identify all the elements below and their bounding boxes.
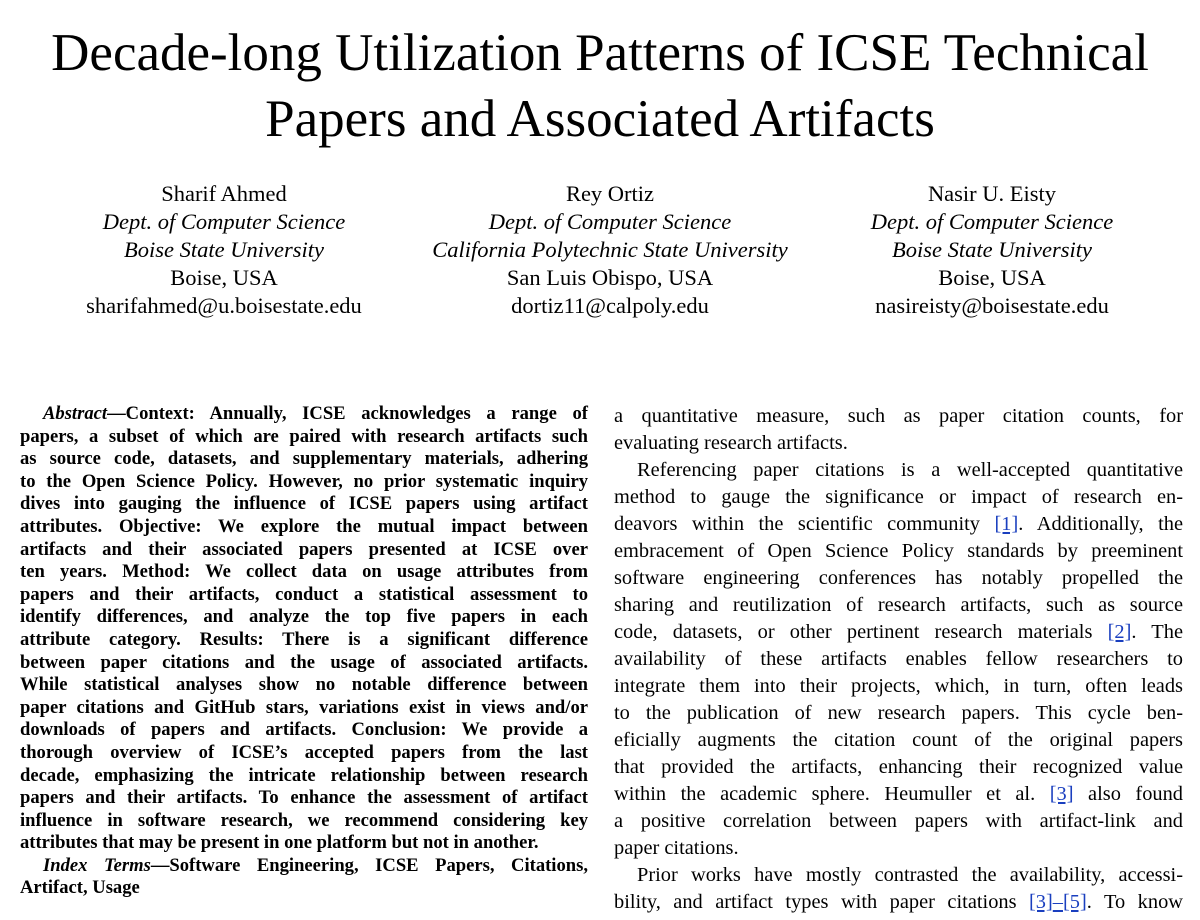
body-line: eficially augments the citation count of the original papers [614,729,1183,751]
abstract-line: paper citations and GitHub stars, variations exist in views and/or [20,696,588,718]
body-line: code, datasets, or other pertinent research materials [2]. The [614,621,1183,643]
abstract-line: While statistical analyses show no notable difference between [20,674,588,696]
author-block-3 [832,180,1152,320]
abstract [20,403,588,900]
author-block-2 [420,180,800,320]
abstract-line: to the Open Science Policy. However, no prior systematic inquiry [20,470,588,492]
author-email: sharifahmed@u.boisestate.edu [86,293,362,318]
abstract-line: papers and their artifacts. To enhance the assessment of artifact [20,787,588,809]
index-terms-label: Index Terms [43,854,151,876]
abstract-line: papers, a subset of which are paired with research artifacts such [20,425,588,447]
abstract-line: influence in software research, we recommend considering key [20,809,588,831]
author-dept: Dept. of Computer Science [488,209,732,234]
citation-link-1[interactable]: [1] [994,513,1019,535]
body-line: embracement of Open Science Policy standards by preeminent [614,540,1183,562]
author-university: Boise State University [124,237,324,262]
abstract-line: thorough overview of ICSE’s accepted papers from the last [20,741,588,763]
citation-link-2[interactable]: [2] [1107,621,1132,643]
index-terms: Index Terms—Software Engineering, ICSE Papers, Citations, [43,854,588,876]
title-line-1: Decade-long Utilization Patterns of ICSE Technical [51,24,1149,82]
author-university: California Polytechnic State University [432,237,788,262]
author-dept: Dept. of Computer Science [102,209,346,234]
body-line: method to gauge the significance or impact of research en- [614,486,1183,508]
body-line: within the academic sphere. Heumuller et al. [3] also found [614,783,1183,805]
title-line-2: Papers and Associated Artifacts [265,90,935,148]
paper-title [0,20,1200,152]
abstract-line: decade, emphasizing the intricate relationship between research [20,764,588,786]
abstract-line: attributes that may be present in one platform but not in another. [20,832,539,854]
abstract-line: dives into gauging the influence of ICSE papers using artifact [20,493,588,515]
author-email: dortiz11@calpoly.edu [511,293,709,318]
author-dept: Dept. of Computer Science [870,209,1114,234]
body-line: paper citations. [614,837,739,859]
abstract-line: Abstract—Context: Annually, ICSE acknowledges a range of [43,403,588,424]
body-line: deavors within the scientific community [1]. Additionally, the [614,513,1183,535]
abstract-line: as source code, datasets, and supplementary materials, adhering [20,448,588,470]
body-text [614,403,1183,916]
author-location: San Luis Obispo, USA [506,265,714,290]
author-block-1 [64,180,384,320]
author-university: Boise State University [892,237,1092,262]
abstract-line: between paper citations and the usage of associated artifacts. [20,651,588,673]
body-line: a quantitative measure, such as paper citation counts, for [614,405,1183,427]
abstract-line: downloads of papers and artifacts. Conclusion: We provide a [20,719,588,741]
body-line: Prior works have mostly contrasted the availability, accessi- [637,864,1183,886]
index-terms-line: Artifact, Usage [20,877,140,899]
body-line: bility, and artifact types with paper citations [3]–[5]. To know [614,891,1183,913]
abstract-label: Abstract [43,403,108,424]
citation-link-3[interactable]: [3] [1049,783,1074,805]
body-line: to the publication of new research papers. This cycle ben- [614,702,1183,724]
citation-range-dash: – [1052,891,1063,913]
author-name: Nasir U. Eisty [927,181,1057,206]
body-line: software engineering conferences has notably propelled the [614,567,1183,589]
body-line: integrate them into their projects, which, in turn, often leads [614,675,1183,697]
body-line: availability of these artifacts enables fellow researchers to [614,648,1183,670]
abstract-line: papers and their artifacts, conduct a statistical assessment to [20,583,588,605]
citation-link-5[interactable]: [5] [1062,891,1087,913]
author-name: Rey Ortiz [565,181,655,206]
author-name: Sharif Ahmed [161,181,287,206]
abstract-line: attribute category. Results: There is a significant difference [20,628,588,650]
citation-link-3b[interactable]: [3] [1029,891,1053,913]
body-line: a positive correlation between papers with artifact-link and [614,810,1183,832]
abstract-line: identify differences, and analyze the top five papers in each [20,606,588,628]
body-line: Referencing paper citations is a well-accepted quantitative [637,459,1183,481]
author-email: nasireisty@boisestate.edu [875,293,1109,318]
author-location: Boise, USA [938,265,1046,290]
abstract-line: ten years. Method: We collect data on usage attributes from [20,561,588,583]
body-line: evaluating research artifacts. [614,432,848,454]
body-line: that provided the artifacts, enhancing their recognized value [614,756,1183,778]
author-location: Boise, USA [170,265,278,290]
abstract-line: artifacts and their associated papers presented at ICSE over [20,538,588,560]
body-line: sharing and reutilization of research artifacts, such as source [614,594,1183,616]
abstract-line: attributes. Objective: We explore the mutual impact between [20,515,588,537]
